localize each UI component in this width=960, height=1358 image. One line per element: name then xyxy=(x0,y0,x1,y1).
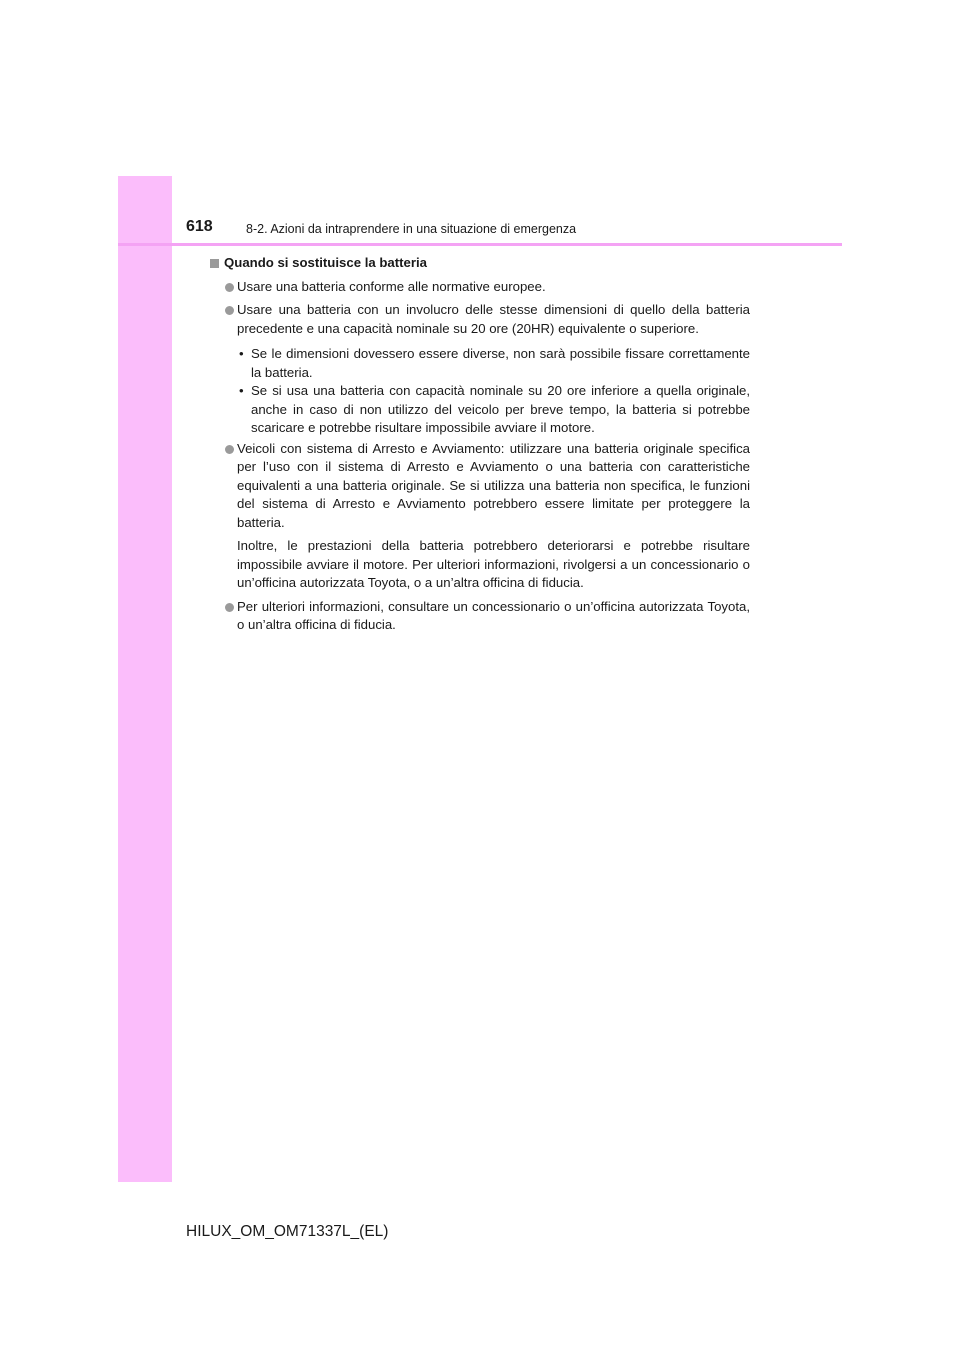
list-item-text: Per ulteriori informazioni, consultare un concessionario o un’officina autorizzata Toyota, o un’altra officina di fiducia. xyxy=(237,598,750,632)
sub-list-item xyxy=(209,345,750,382)
list-item xyxy=(209,301,750,338)
circle-bullet-icon xyxy=(225,603,234,612)
sub-list xyxy=(209,345,750,438)
sub-list-item-text: Se le dimensioni dovessero essere diverse, non sarà possibile fissare correttamente la batteria. xyxy=(251,346,750,380)
list-item xyxy=(209,440,750,533)
list-item-text: Usare una batteria conforme alle normative europee. xyxy=(237,278,546,294)
footer-document-code: HILUX_OM_OM71337L_(EL) xyxy=(186,1223,389,1240)
side-tab-band xyxy=(118,176,172,1182)
sub-bullet-marker: • xyxy=(239,383,244,398)
header-divider xyxy=(118,243,842,246)
sub-bullet-marker: • xyxy=(239,346,244,361)
circle-bullet-icon xyxy=(225,306,234,315)
section-heading-text: Quando si sostituisce la batteria xyxy=(224,255,427,270)
list-item-text: Veicoli con sistema di Arresto e Avviamento: utilizzare una batteria originale specifica per l’uso con il sistema di Arresto e Avviamento o una batteria con caratteristiche equivalenti a una batteria originale. Se si utilizza una batteria non specifica, le funzioni del sistema di Arresto e Avviamento potrebbero essere limitate per proteggere la batteria. xyxy=(237,440,750,530)
note-paragraph: Inoltre, le prestazioni della batteria potrebbero deteriorarsi e potrebbe risultare impossibile avviare il motore. Per ulteriori informazioni, rivolgersi a un concessionario o un’officina autorizzata Toyota, o a un’altra officina di fiducia. xyxy=(237,538,750,590)
square-bullet-icon xyxy=(210,259,219,268)
list-item xyxy=(209,598,750,635)
section-heading xyxy=(209,254,750,273)
sub-list-item xyxy=(209,382,750,438)
sub-list-item-text: Se si usa una batteria con capacità nominale su 20 ore inferiore a quella originale, anche in caso di non utilizzo del veicolo per breve tempo, la batteria si potrebbe scaricare e potrebbe risultare impossibile avviare il motore. xyxy=(251,383,750,435)
circle-bullet-icon xyxy=(225,445,234,454)
list-item-text: Usare una batteria con un involucro delle stesse dimensioni di quello della batteria precedente e una capacità nominale su 20 ore (20HR) equivalente o superiore. xyxy=(237,302,750,336)
section-title: 8-2. Azioni da intraprendere in una situazione di emergenza xyxy=(246,222,577,236)
page-number: 618 xyxy=(186,218,213,235)
list-item xyxy=(209,278,750,297)
circle-bullet-icon xyxy=(225,283,234,292)
page-content xyxy=(209,254,750,640)
